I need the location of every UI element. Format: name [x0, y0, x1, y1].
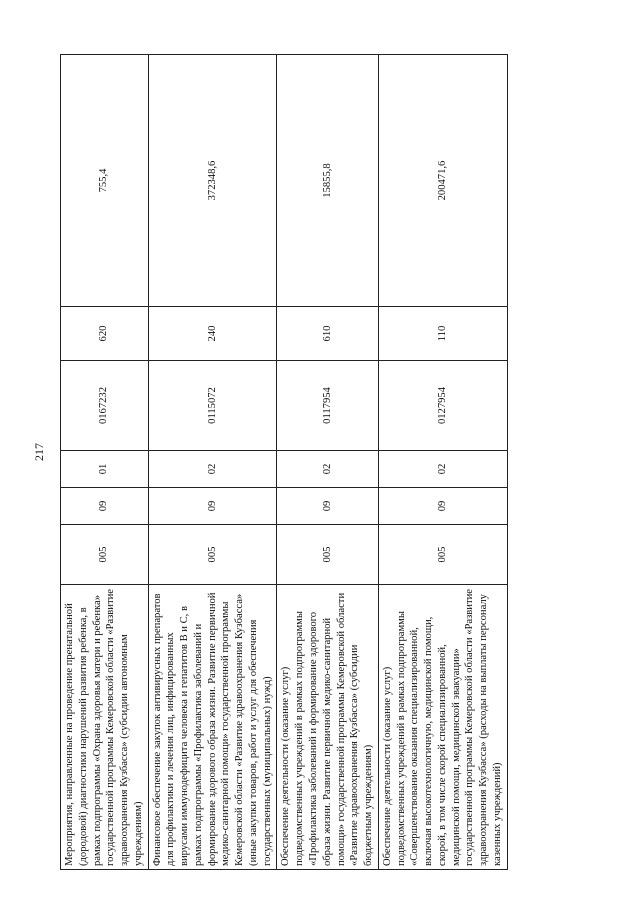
row-description: Финансовое обеспечение закупок антивирусных препаратов для профилактики и лечения лиц, инфицированных вирусами иммунодефицита человека и гепатитов В и С, в рамках подпрограммы «Профилактика заболеваний и формирование здорового образа жизни. Развитие первичной медико-санитарной помощи» государственной программы Кемеровской области «Развитие здравоохранения Кузбасса» (иные закупки товаров, работ и услуг для обеспечения государственных (муниципальных) нужд): [148, 585, 277, 870]
subsection-code: 02: [148, 451, 277, 488]
expense-type-code: 110: [378, 307, 507, 361]
table-row: [61, 55, 149, 870]
row-description: Мероприятия, направленные на проведение пренатальной (дородовой) диагностики нарушений развития ребенка, в рамках подпрограммы «Охрана здоровья матери и ребенка» государственной программы Кемеровской области «Развитие здравоохранения Кузбасса» (субсидии автономным учреждениям): [61, 585, 149, 870]
budget-table: [60, 54, 508, 870]
subsection-code: 02: [277, 451, 378, 488]
ministry-code: 005: [277, 525, 378, 585]
amount-value: 15855,8: [277, 55, 378, 307]
target-article-code: 0127954: [378, 361, 507, 451]
subsection-code: 01: [61, 451, 149, 488]
target-article-code: 0115072: [148, 361, 277, 451]
table-row: [277, 55, 378, 870]
section-code: 09: [277, 488, 378, 525]
ministry-code: 005: [378, 525, 507, 585]
amount-value: 200471,6: [378, 55, 507, 307]
rotated-page-content: [60, 55, 503, 870]
ministry-code: 005: [61, 525, 149, 585]
ministry-code: 005: [148, 525, 277, 585]
target-article-code: 0167232: [61, 361, 149, 451]
amount-value: 755,4: [61, 55, 149, 307]
table-row: [378, 55, 507, 870]
page-number: 217: [31, 443, 46, 461]
row-description: Обеспечение деятельности (оказание услуг) подведомственных учреждений в рамках подпрограммы «Профилактика заболеваний и формирование здорового образа жизни. Развитие первичной медико-санитарной помощи» государственной программы Кемеровской области «Развитие здравоохранения Кузбасса» (субсидии бюджетным учреждениям): [277, 585, 378, 870]
expense-type-code: 240: [148, 307, 277, 361]
expense-type-code: 610: [277, 307, 378, 361]
section-code: 09: [148, 488, 277, 525]
target-article-code: 0117954: [277, 361, 378, 451]
amount-value: 372348,6: [148, 55, 277, 307]
row-description: Обеспечение деятельности (оказание услуг) подведомственных учреждений в рамках подпрограммы «Совершенствование оказания специализированной, включая высокотехнологичную, медицинской помощи, скорой, в том числе скорой специализированной, медицинской помощи, медицинской эвакуации» государственной программы Кемеровской области «Развитие здравоохранения Кузбасса» (расходы на выплаты персоналу казенных учреждений): [378, 585, 507, 870]
expense-type-code: 620: [61, 307, 149, 361]
subsection-code: 02: [378, 451, 507, 488]
section-code: 09: [61, 488, 149, 525]
table-row: [148, 55, 277, 870]
section-code: 09: [378, 488, 507, 525]
